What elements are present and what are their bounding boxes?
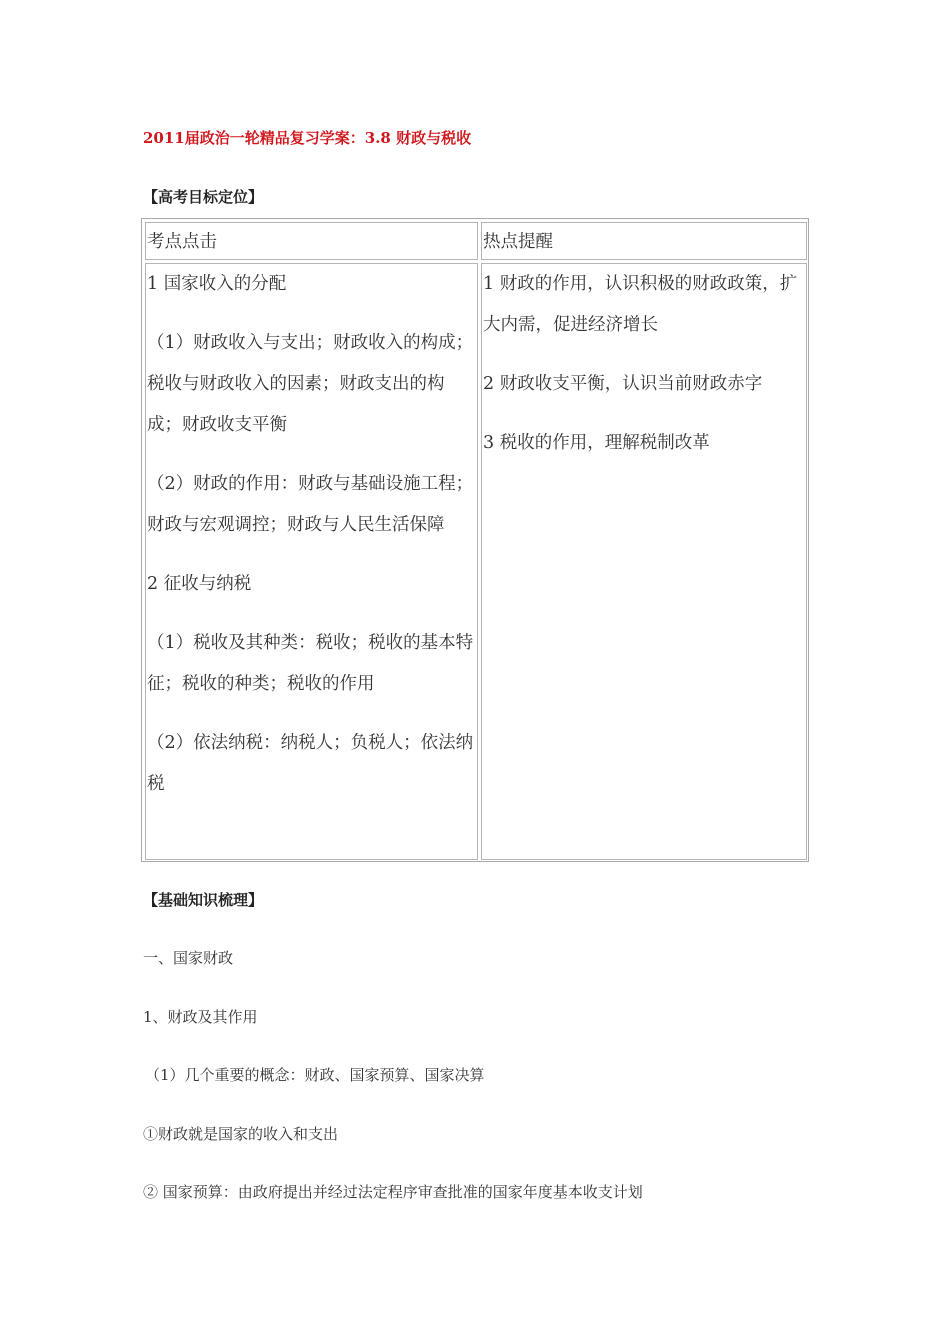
body-line: 1、财政及其作用: [143, 1008, 258, 1026]
topic-paragraph: （1）税收及其种类：税收；税收的基本特征；税收的种类；税收的作用: [147, 633, 474, 694]
body-line: ①财政就是国家的收入和支出: [143, 1125, 339, 1143]
table-header-cell-hotspots: [481, 222, 807, 260]
hotspot-paragraph: 1 财政的作用，认识积极的财政政策，扩大内需，促进经济增长: [483, 274, 798, 335]
table-header-hotspots: 热点提醒: [483, 232, 553, 252]
topics-content: [146, 264, 478, 823]
base-knowledge-heading: 【基础知识梳理】: [143, 891, 264, 909]
topic-paragraph: （2）依法纳税：纳税人；负税人；依法纳税: [147, 733, 474, 794]
table-header-topics: 考点点击: [147, 232, 217, 252]
topic-paragraph: （2）财政的作用：财政与基础设施工程；财政与宏观调控；财政与人民生活保障: [147, 474, 474, 535]
body-line: 一、国家财政: [143, 949, 234, 967]
table-cell-hotspots: [481, 263, 807, 860]
document-title: 2011届政治一轮精品复习学案：3.8 财政与税收: [143, 129, 472, 147]
topic-paragraph: 1 国家收入的分配: [147, 274, 287, 294]
body-line: （1）几个重要的概念：财政、国家预算、国家决算: [145, 1066, 485, 1084]
topic-paragraph: 2 征收与纳税: [147, 574, 252, 594]
hotspot-paragraph: 3 税收的作用，理解税制改革: [483, 433, 710, 453]
body-line: ② 国家预算：由政府提出并经过法定程序审查批准的国家年度基本收支计划: [143, 1183, 643, 1201]
goal-heading: 【高考目标定位】: [143, 188, 264, 206]
table-cell-topics: [145, 263, 478, 860]
hotspot-paragraph: 2 财政收支平衡，认识当前财政赤字: [483, 374, 763, 394]
table-header-cell-topics: [145, 222, 478, 260]
exam-outline-table: [141, 218, 809, 862]
hotspots-content: [482, 264, 807, 482]
topic-paragraph: （1）财政收入与支出；财政收入的构成；税收与财政收入的因素；财政支出的构成；财政收支平衡: [147, 333, 474, 435]
